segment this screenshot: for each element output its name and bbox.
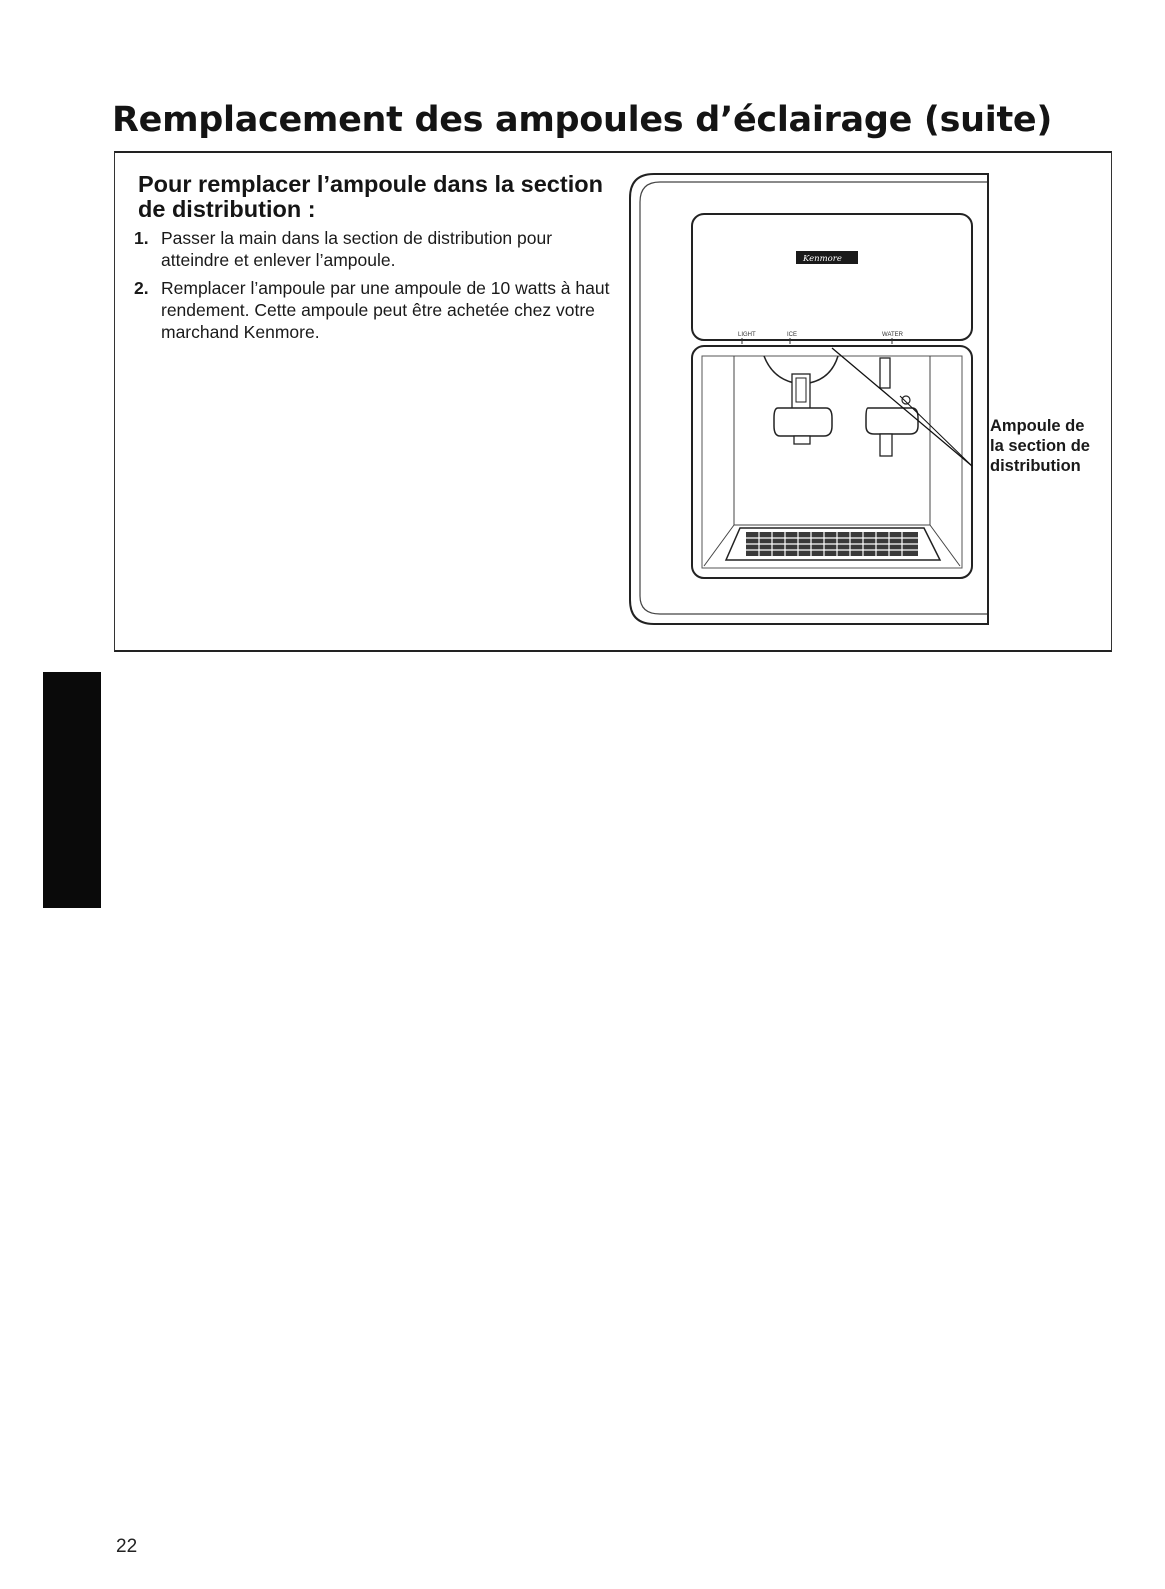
section-heading: Pour remplacer l’ampoule dans la section de distribution : (138, 171, 603, 222)
step-number: 1. (134, 228, 149, 248)
control-panel (692, 214, 972, 340)
water-nozzle (880, 434, 892, 456)
ice-paddle-base (794, 436, 810, 444)
callout-leader-line (832, 348, 972, 466)
callout-line: distribution (990, 457, 1081, 475)
water-button-label: WATER (882, 332, 903, 338)
step-item (134, 277, 614, 343)
steps-list (134, 227, 614, 349)
page-title: Remplacement des ampoules d’éclairage (suite) (112, 100, 1053, 140)
ice-chute-body (792, 374, 810, 412)
dispenser-light-bulb (902, 396, 910, 404)
water-paddle (866, 408, 918, 434)
step-item (134, 227, 614, 271)
step-text: Remplacer l’ampoule par une ampoule de 10 watts à haut rendement. Cette ampoule peut être achetée chez votre marchand Kenmore. (161, 278, 610, 342)
dispenser-illustration (624, 170, 1104, 640)
ice-button-label: ICE (787, 332, 798, 338)
callout-line: la section de (990, 437, 1090, 455)
ice-paddle (774, 408, 832, 436)
water-tube (880, 358, 890, 388)
page-number: 22 (116, 1536, 138, 1557)
light-button-label: LIGHT (738, 332, 756, 338)
section-tab-marker (43, 672, 101, 908)
callout-line: Ampoule de (990, 417, 1085, 435)
kenmore-logo-text: Kenmore (803, 254, 842, 264)
step-text: Passer la main dans la section de distribution pour atteindre et enlever l’ampoule. (161, 228, 553, 270)
step-number: 2. (134, 278, 149, 298)
light-callout-label (990, 416, 1090, 476)
